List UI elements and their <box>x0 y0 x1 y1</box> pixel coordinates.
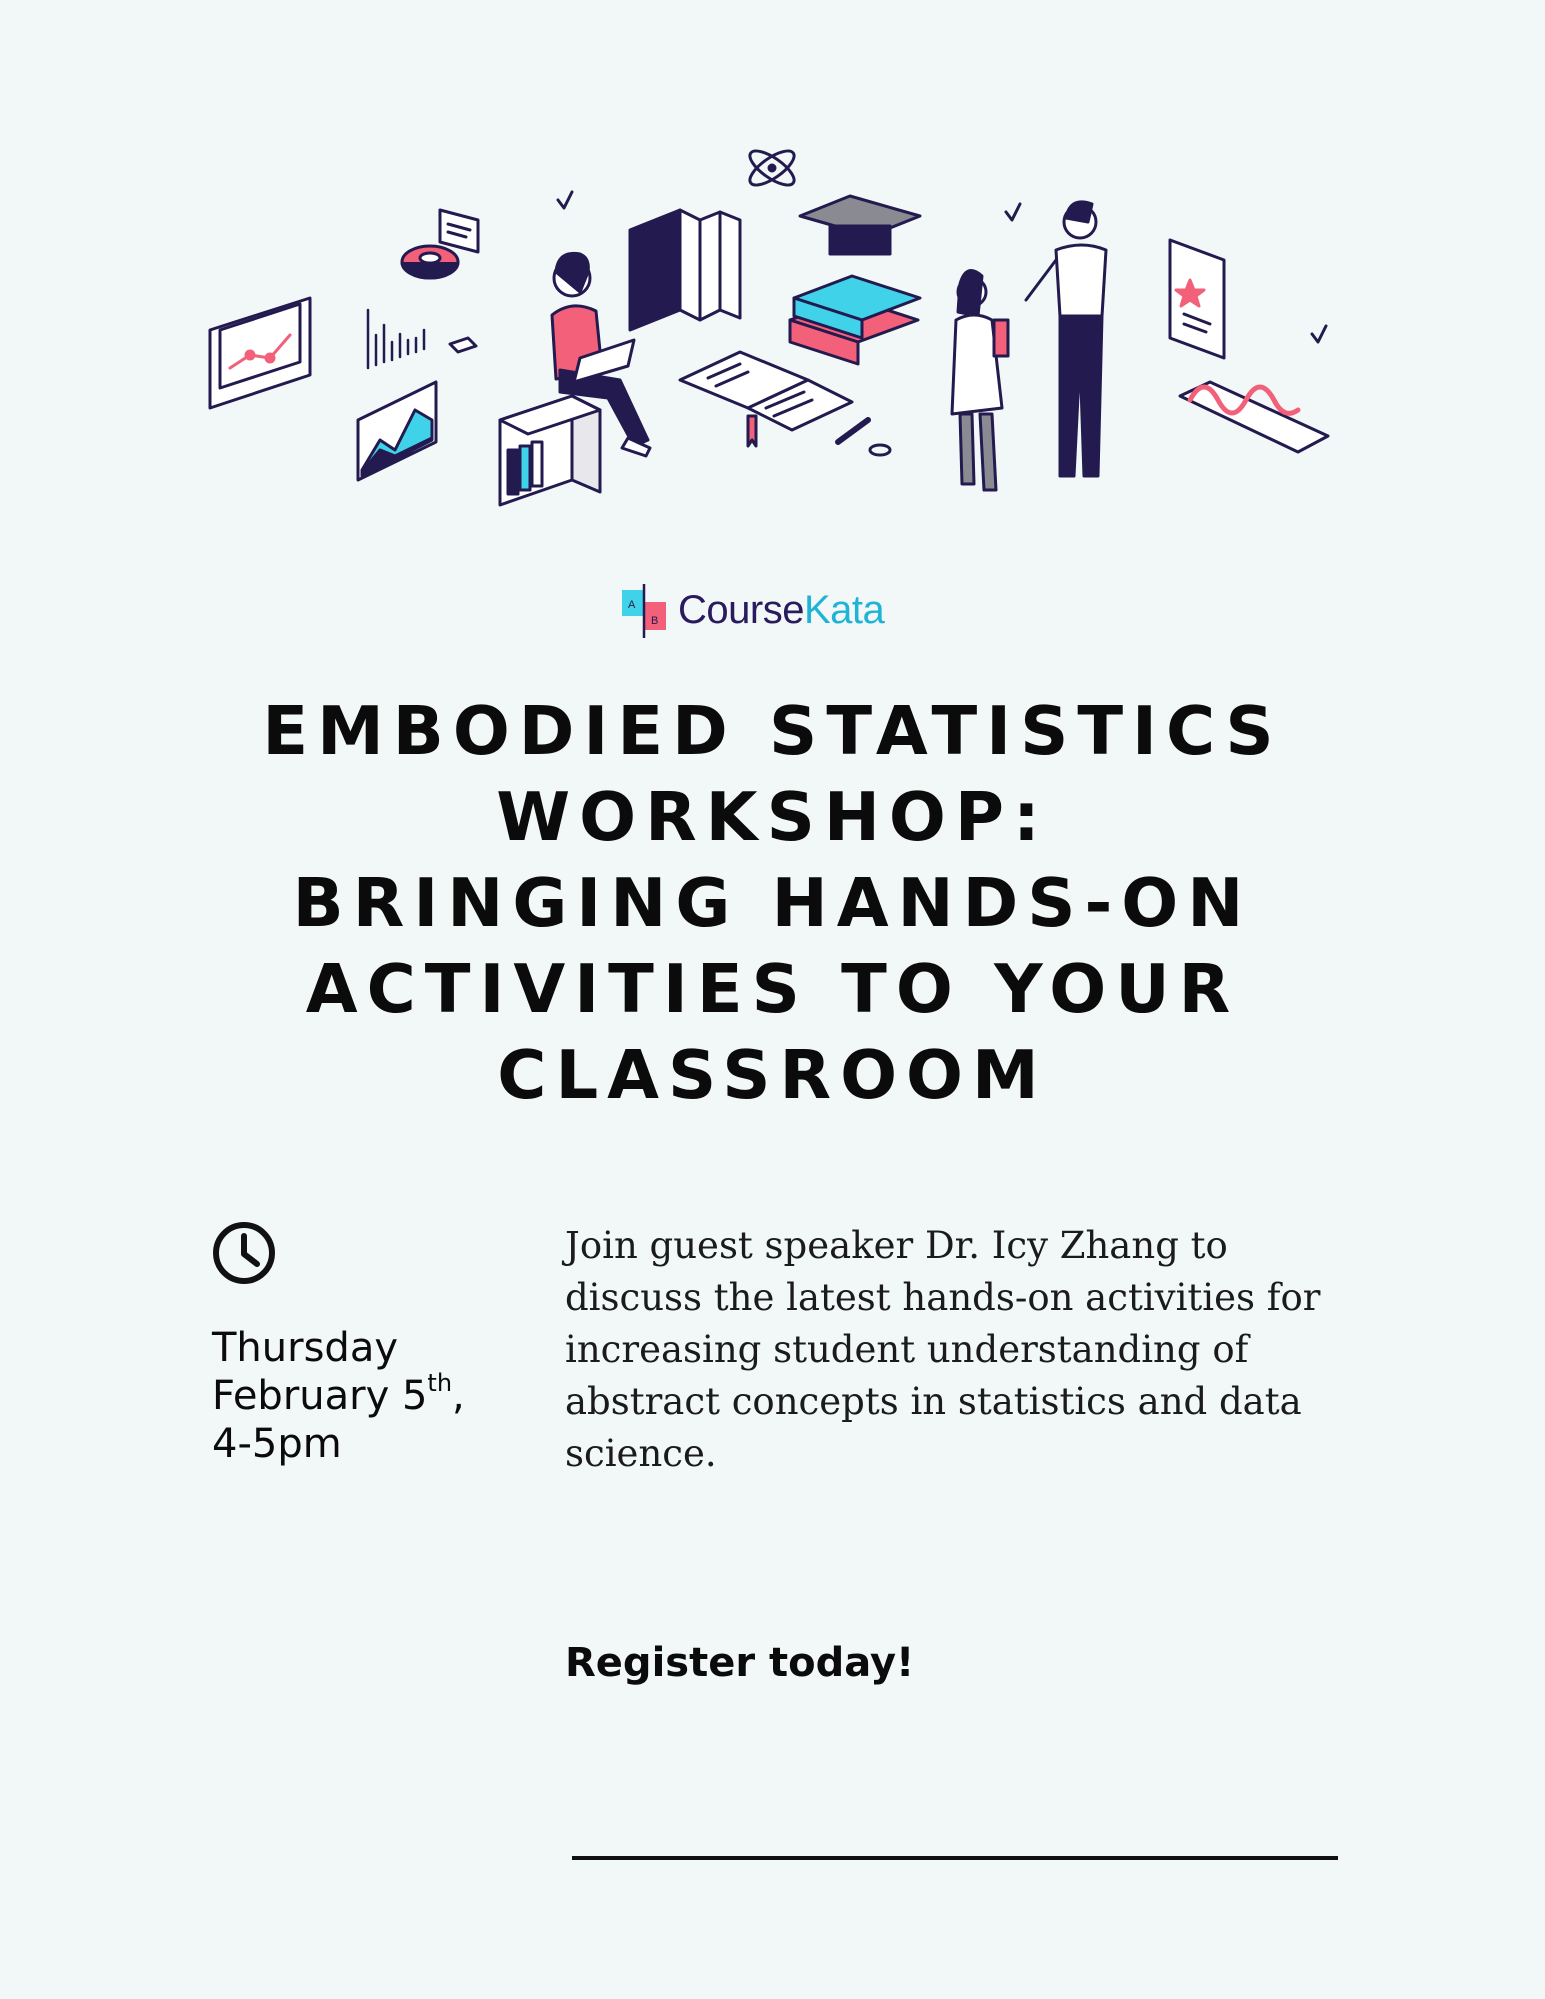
student-with-laptop-illustration <box>500 253 650 505</box>
register-label: Register today! <box>565 1640 915 1686</box>
line-chart-card-icon <box>210 298 310 408</box>
graduation-books-icon <box>790 196 920 364</box>
books-icon <box>630 120 740 330</box>
coursekata-logo <box>620 580 884 640</box>
speech-bubble-icon <box>440 210 478 252</box>
title-line-1: EMBODIED STATISTICS <box>262 692 1283 770</box>
page-title <box>100 688 1445 1118</box>
coursekata-logo-icon <box>620 580 672 640</box>
clock-icon <box>211 1220 277 1286</box>
title-line-3: BRINGING HANDS-ON <box>292 864 1253 942</box>
title-line-4: ACTIVITIES TO YOUR <box>305 950 1240 1028</box>
event-date-tail: , <box>452 1373 465 1419</box>
event-datetime <box>212 1324 465 1468</box>
event-time: 4-5pm <box>212 1421 342 1467</box>
open-book-icon <box>680 352 852 446</box>
logo-mark-letter-a: A <box>628 599 636 611</box>
teacher-illustration <box>952 271 1008 490</box>
logo-wordmark-kata: Kata <box>803 587 885 632</box>
logo-wordmark <box>678 588 884 633</box>
event-description: Join guest speaker Dr. Icy Zhang to discuss the latest hands-on activities for increasing student understanding of abstract concepts in statistics and data science. <box>565 1224 1321 1475</box>
area-chart-card-icon <box>358 382 436 480</box>
registration-line <box>572 1856 1338 1860</box>
speaker-illustration <box>1026 202 1106 476</box>
logo-wordmark-course: Course <box>678 587 804 632</box>
atom-icon <box>745 145 799 191</box>
logo-mark-letter-b: B <box>651 615 659 627</box>
bar-chart-icon <box>368 310 424 368</box>
title-line-2: WORKSHOP: <box>496 778 1049 856</box>
event-date-main: February 5 <box>212 1373 428 1419</box>
title-line-5: CLASSROOM <box>497 1036 1048 1114</box>
event-day: Thursday <box>212 1325 398 1371</box>
donut-chart-icon <box>402 246 458 278</box>
certificate-icon <box>1170 240 1224 358</box>
event-date-suffix: th <box>427 1369 453 1397</box>
hero-illustration <box>200 120 1350 550</box>
event-date <box>212 1369 465 1420</box>
wave-chart-icon <box>1180 382 1328 452</box>
